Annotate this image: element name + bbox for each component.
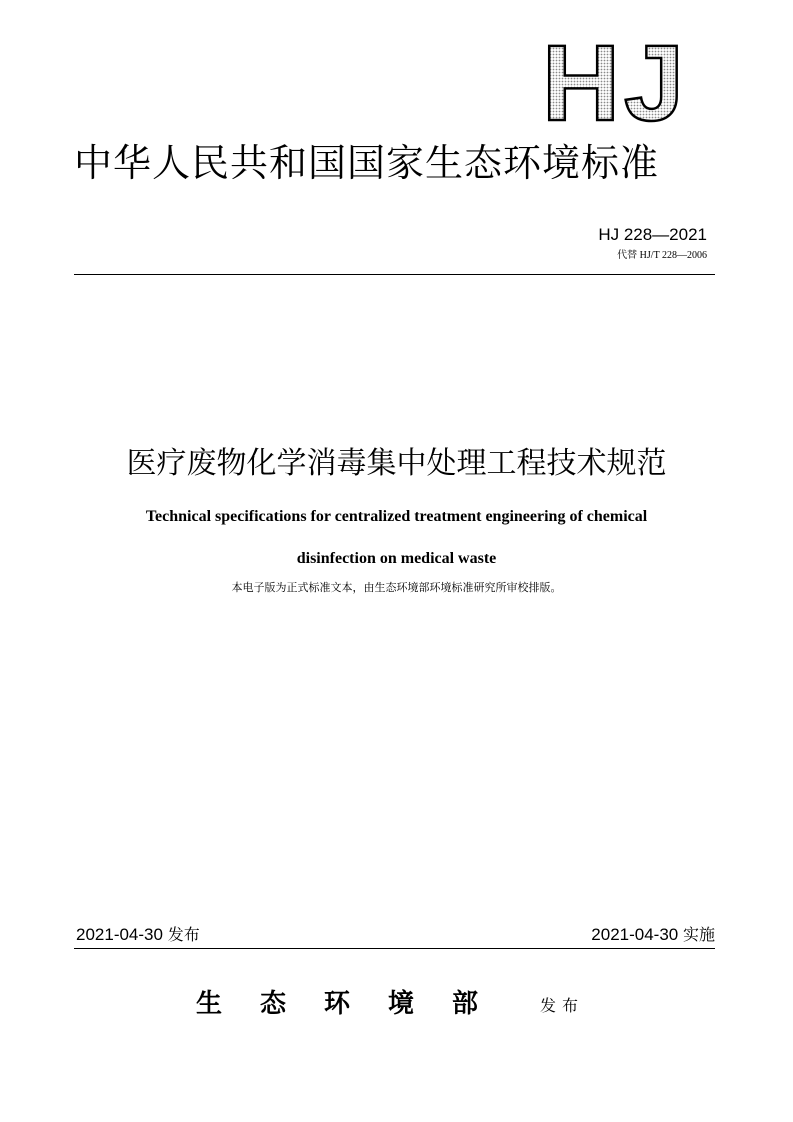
issuing-authority: 生态环境部 [196,989,517,1019]
header-divider [74,274,715,275]
issue-date [76,924,200,946]
document-title-english-line-1: Technical specifications for centralized treatment engineering of chemical [145,508,648,525]
issuing-action: 发布 [540,996,585,1015]
effective-date-value: 2021-04-30 [591,925,679,944]
edition-note: 本电子版为正式标准文本，由生态环境部环境标准研究所审校排版。 [231,581,562,594]
effective-date-label: 实施 [682,925,715,944]
country-standard-title: 中华人民共和国国家生态环境标准 [74,141,660,185]
document-title-chinese: 医疗废物化学消毒集中处理工程技术规范 [126,446,667,481]
effective-date [591,924,715,946]
footer-divider [74,948,715,949]
hj-logo-text: HJ [541,38,689,124]
replaces-standard: 代替 HJ/T 228—2006 [617,250,707,261]
document-title-english-line-2: disinfection on medical waste [296,550,497,567]
issue-date-value: 2021-04-30 [76,925,163,944]
hj-logo [534,38,696,124]
issue-date-label: 发布 [167,925,200,944]
standard-number: HJ 228—2021 [598,225,707,244]
